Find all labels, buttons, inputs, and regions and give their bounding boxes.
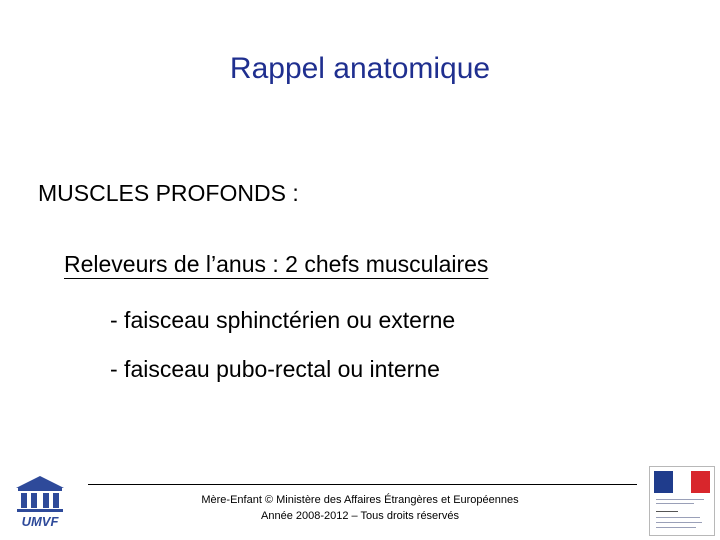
footer-line-2: Année 2008-2012 – Tous droits réservés: [261, 510, 459, 522]
subheading: Releveurs de l’anus : 2 chefs musculaires: [64, 251, 489, 277]
slide-title: Rappel anatomique: [229, 52, 491, 85]
ministry-logo: [649, 466, 715, 536]
french-flag-icon: [654, 471, 710, 493]
bullet-item: - faisceau sphinctérien ou externe: [110, 307, 456, 333]
footer-copyright: [100, 492, 620, 524]
section-heading: MUSCLES PROFONDS :: [38, 180, 299, 206]
umvf-logo-text: UMVF: [21, 514, 59, 529]
footer-divider: [88, 484, 637, 485]
footer-line-1: Mère-Enfant © Ministère des Affaires Étrangères et Européennes: [201, 494, 519, 506]
umvf-logo: [12, 474, 68, 530]
bullet-item: - faisceau pubo-rectal ou interne: [110, 356, 440, 382]
